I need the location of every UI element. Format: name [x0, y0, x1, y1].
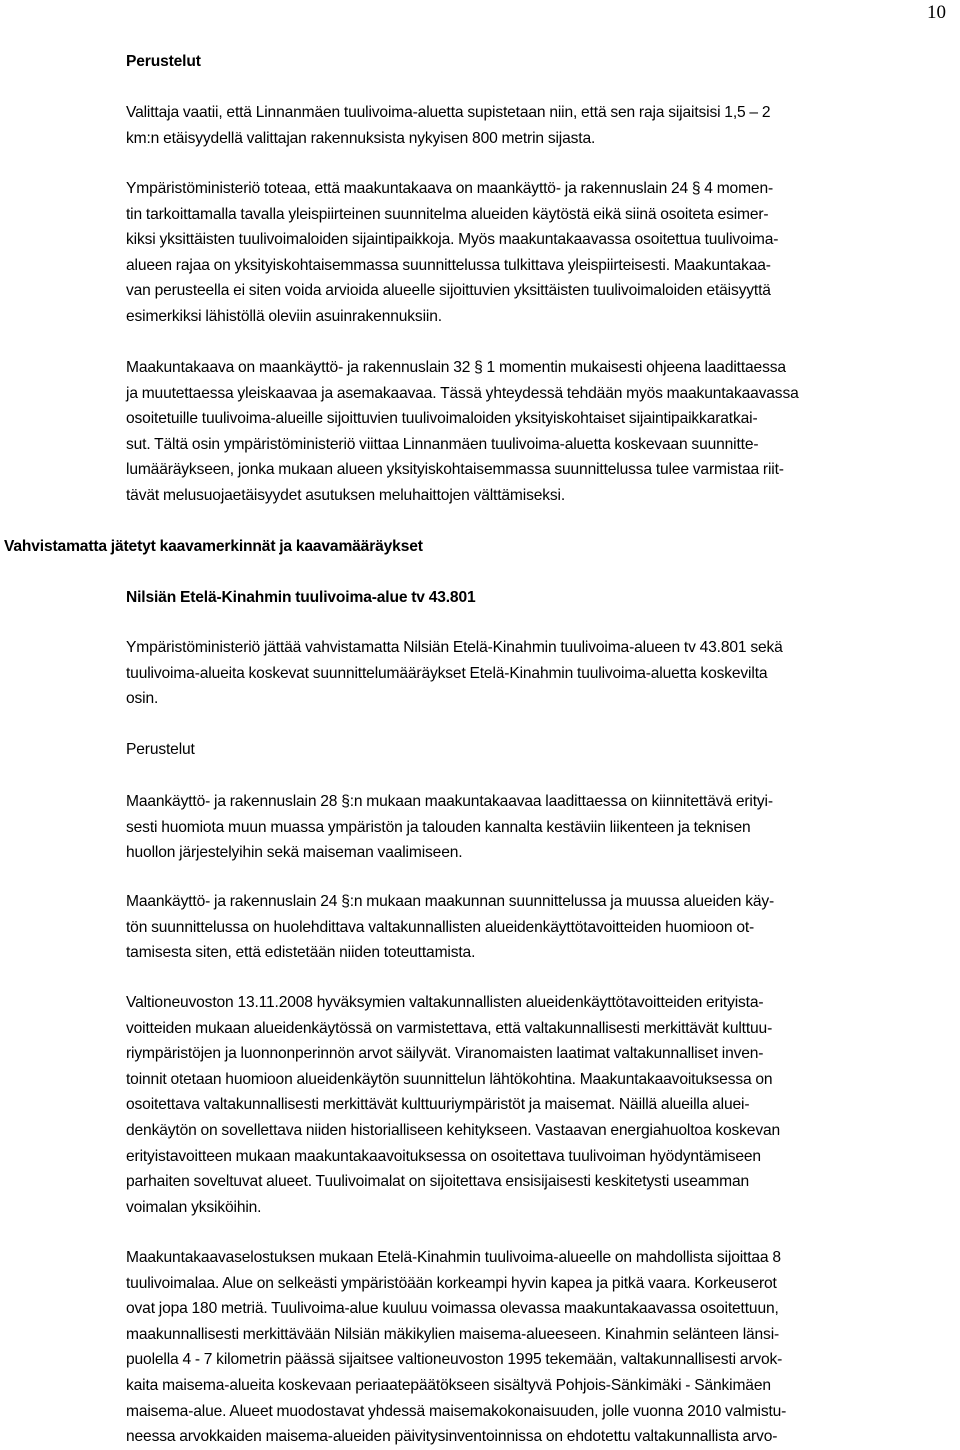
text-line: Valtioneuvoston 13.11.2008 hyväksymien valtakunnallisten alueidenkäyttötavoitteiden erityista- [126, 994, 764, 1011]
text-line: van perusteella ei siten voida arvioida alueelle sijoittuvien yksittäisten tuulivoimaloiden etäisyyttä [126, 282, 771, 300]
text-line: lumääräykseen, jonka mukaan alueen yksityiskohtaisemmassa suunnittelussa tulee varmistaa riit- [126, 461, 784, 479]
text-line: denkäytön on sovellettava niiden historialliseen kehitykseen. Vastaavan energiahuoltoa koskevan [126, 1121, 781, 1139]
text-line: maakunnallisesti merkittävään Nilsiän mäkikylien maisema-alueeseen. Kinahmin selänteen länsi- [126, 1325, 780, 1343]
paragraph [126, 635, 956, 712]
text-line: erityistavoitteen mukaan maakuntakaavoituksessa on osoitettava tuulivoiman hyödyntämiseen [126, 1147, 761, 1165]
subheading-etela-kinahmi: Nilsiän Etelä-Kinahmin tuulivoima-alue tv 43.801 [126, 589, 476, 606]
text-line: Maankäyttö- ja rakennuslain 24 §:n mukaan maakunnan suunnittelussa ja muussa alueiden käy- [126, 893, 775, 910]
text-line: tuulivoimalaa. Alue on selkeästi ympäristöään korkeampi hyvin kapea ja pitkä vaara. Korkeuserot [126, 1274, 777, 1292]
text-line: Maankäyttö- ja rakennuslain 28 §:n mukaan maakuntakaavaa laadittaessa on kiinnitettävä erityi- [126, 793, 773, 810]
text-line: Ympäristöministeriö toteaa, että maakuntakaava on maankäyttö- ja rakennuslain 24 § 4 momen- [126, 180, 774, 197]
text-line: ovat jopa 180 metriä. Tuulivoima-alue kuuluu voimassa olevassa maakuntakaavassa osoitettuun, [126, 1300, 779, 1318]
text-line: osoitetuille tuulivoima-alueille sijoittuvien tuulivoimaloiden yksityiskohtaiset sijaintipaikkaratkai- [126, 410, 758, 428]
page-number: 10 [927, 2, 946, 23]
text-line: tön suunnittelussa on huolehdittava valtakunnallisten alueidenkäyttötavoitteiden huomioon ot- [126, 918, 755, 936]
text-line: osoitettava valtakunnallisesti merkittävät kulttuuriympäristöt ja maisemat. Näillä alueilla aluei- [126, 1096, 750, 1114]
text-line: kaita maisema-alueita koskevaan periaatepäätökseen sisältyvä Pohjois-Sänkimäki - Sänkimäen [126, 1376, 771, 1394]
text-line: sut. Tältä osin ympäristöministeriö viittaa Linnanmäen tuulivoima-aluetta koskevaan suunnitte- [126, 435, 759, 453]
text-line: voitteiden mukaan alueidenkäytössä on varmistettava, että valtakunnallisesti merkittävät kulttuu- [126, 1019, 773, 1037]
text-line: ja muutettaessa yleiskaavaa ja asemakaavaa. Tässä yhteydessä tehdään myös maakuntakaavassa [126, 384, 799, 402]
paragraph [126, 355, 956, 509]
paragraph [126, 889, 956, 966]
text-line: alueen rajaa on yksityiskohtaisemmassa suunnittelussa tulkittava yleispiirteisesti. Maakuntakaa- [126, 256, 771, 274]
text-line: tin tarkoittamalla tavalla yleispiirteinen suunnitelma alueiden käytöstä eikä siinä osoiteta esimer- [126, 205, 769, 223]
text-line: huollon järjestelyihin sekä maiseman vaalimiseen. [126, 844, 463, 862]
text-line: kiksi yksittäisten tuulivoimaloiden sijaintipaikkoja. Myös maakuntakaavassa osoitettua tuulivoima- [126, 231, 779, 249]
text-line: toinnit otetaan huomioon alueidenkäytön suunnittelun lähtökohtina. Maakuntakaavoituksessa on [126, 1070, 773, 1088]
text-line: Maakuntakaava on maankäyttö- ja rakennuslain 32 § 1 momentin mukaisesti ohjeena laadittaessa [126, 359, 786, 376]
text-line: Valittaja vaatii, että Linnanmäen tuulivoima-aluetta supistetaan niin, että sen raja sijaitsisi 1,5 – 2 [126, 104, 771, 121]
section-heading-perustelut: Perustelut [126, 53, 201, 70]
text-line: km:n etäisyydellä valittajan rakennuksista nykyisen 800 metrin sijasta. [126, 129, 596, 147]
text-line: tuulivoima-alueita koskevat suunnittelumääräykset Etelä-Kinahmin tuulivoima-aluetta koskevilta [126, 664, 768, 682]
section-heading-vahvistamatta: Vahvistamatta jätetyt kaavamerkinnät ja kaavamääräykset [4, 538, 423, 555]
perustelut-label: Perustelut [126, 741, 195, 758]
text-line: osin. [126, 690, 159, 708]
text-line: esimerkiksi lähistöllä oleviin asuinrakennuksiin. [126, 307, 442, 325]
text-line: Maakuntakaavaselostuksen mukaan Etelä-Kinahmin tuulivoima-alueelle on mahdollista sijoittaa 8 [126, 1249, 781, 1266]
text-line: voimalan yksiköihin. [126, 1198, 262, 1216]
paragraph [126, 176, 956, 330]
text-line: tamisesta siten, että edistetään niiden toteuttamista. [126, 944, 476, 962]
text-line: maisema-alue. Alueet muodostavat yhdessä maisemakokonaisuuden, jolle vuonna 2010 valmistu- [126, 1402, 787, 1420]
paragraph [126, 100, 956, 151]
text-line: parhaiten soveltuvat alueet. Tuulivoimalat on sijoitettava ensisijaisesti keskitetysti useamman [126, 1173, 750, 1191]
text-line: sesti huomiota muun muassa ympäristön ja talouden kannalta kestäviin liikenteen ja teknisen [126, 818, 751, 836]
paragraph [126, 1245, 956, 1450]
text-line: tävät melusuojaetäisyydet asutuksen meluhaittojen välttämiseksi. [126, 486, 566, 504]
paragraph [126, 789, 956, 866]
text-line: Ympäristöministeriö jättää vahvistamatta Nilsiän Etelä-Kinahmin tuulivoima-alueen tv 43.801 sekä [126, 639, 783, 656]
text-line: puolella 4 - 7 kilometrin päässä sijaitsee valtioneuvoston 1995 tekemään, valtakunnallisesti arvok- [126, 1351, 783, 1369]
paragraph [126, 990, 956, 1220]
text-line: neessa arvokkaiden maisema-alueiden päivitysinventoinnissa on ehdotettu valtakunnallista arvo- [126, 1428, 778, 1446]
text-line: riympäristöjen ja luonnonperinnön arvot säilyvät. Viranomaisten laatimat valtakunnalliset inven- [126, 1045, 764, 1063]
